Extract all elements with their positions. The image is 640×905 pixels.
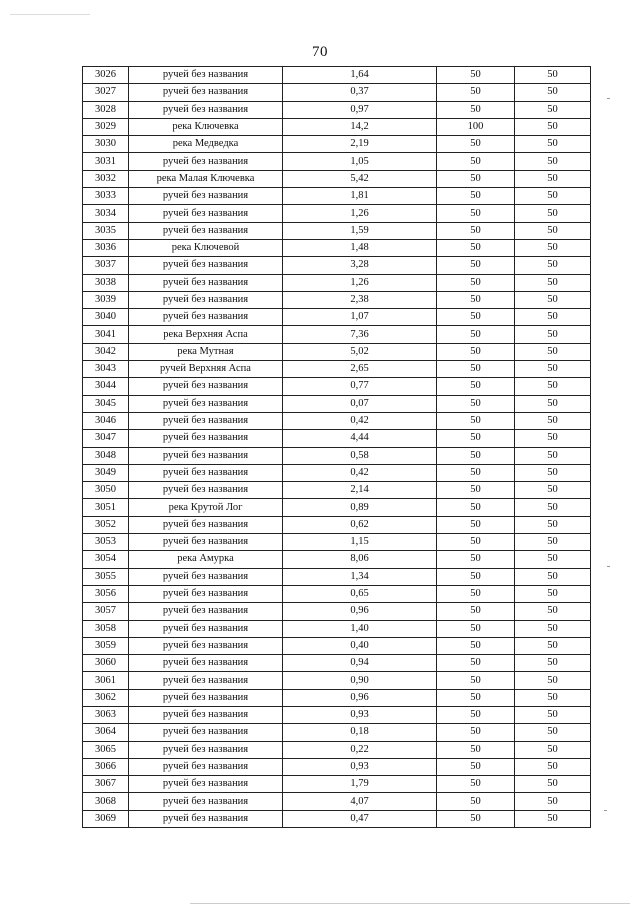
scan-mark (10, 14, 90, 15)
length-cell: 0,62 (283, 516, 437, 533)
row-number-cell: 3035 (83, 222, 129, 239)
strip-width-cell: 50 (515, 464, 591, 481)
row-number-cell: 3027 (83, 84, 129, 101)
zone-width-cell: 50 (437, 412, 515, 429)
row-number-cell: 3052 (83, 516, 129, 533)
zone-width-cell: 50 (437, 482, 515, 499)
table-row (83, 516, 591, 533)
water-body-name-cell: ручей без названия (129, 776, 283, 793)
row-number-cell: 3061 (83, 672, 129, 689)
row-number-cell: 3047 (83, 430, 129, 447)
table-row (83, 239, 591, 256)
zone-width-cell: 50 (437, 343, 515, 360)
zone-width-cell: 50 (437, 689, 515, 706)
strip-width-cell: 50 (515, 378, 591, 395)
strip-width-cell: 50 (515, 291, 591, 308)
table-row (83, 153, 591, 170)
length-cell: 0,77 (283, 378, 437, 395)
zone-width-cell: 50 (437, 395, 515, 412)
table-row (83, 136, 591, 153)
strip-width-cell: 50 (515, 758, 591, 775)
zone-width-cell: 50 (437, 447, 515, 464)
row-number-cell: 3066 (83, 758, 129, 775)
strip-width-cell: 50 (515, 309, 591, 326)
water-body-name-cell: ручей без названия (129, 188, 283, 205)
table-row (83, 534, 591, 551)
row-number-cell: 3029 (83, 118, 129, 135)
length-cell: 0,58 (283, 447, 437, 464)
length-cell: 0,90 (283, 672, 437, 689)
row-number-cell: 3043 (83, 361, 129, 378)
zone-width-cell: 50 (437, 758, 515, 775)
length-cell: 0,40 (283, 637, 437, 654)
zone-width-cell: 50 (437, 274, 515, 291)
length-cell: 1,34 (283, 568, 437, 585)
zone-width-cell: 50 (437, 361, 515, 378)
zone-width-cell: 50 (437, 188, 515, 205)
zone-width-cell: 50 (437, 793, 515, 810)
row-number-cell: 3042 (83, 343, 129, 360)
row-number-cell: 3065 (83, 741, 129, 758)
scan-mark (190, 903, 630, 904)
length-cell: 0,07 (283, 395, 437, 412)
water-body-name-cell: ручей без названия (129, 672, 283, 689)
water-body-name-cell: река Крутой Лог (129, 499, 283, 516)
table-row (83, 464, 591, 481)
length-cell: 0,93 (283, 758, 437, 775)
row-number-cell: 3046 (83, 412, 129, 429)
row-number-cell: 3039 (83, 291, 129, 308)
zone-width-cell: 50 (437, 637, 515, 654)
row-number-cell: 3058 (83, 620, 129, 637)
zone-width-cell: 50 (437, 776, 515, 793)
table-row (83, 309, 591, 326)
strip-width-cell: 50 (515, 412, 591, 429)
table-row (83, 412, 591, 429)
length-cell: 1,59 (283, 222, 437, 239)
water-body-name-cell: ручей без названия (129, 291, 283, 308)
length-cell: 0,22 (283, 741, 437, 758)
water-body-name-cell: ручей без названия (129, 101, 283, 118)
zone-width-cell: 50 (437, 620, 515, 637)
water-body-name-cell: ручей Верхняя Аспа (129, 361, 283, 378)
water-body-name-cell: река Ключевой (129, 239, 283, 256)
strip-width-cell: 50 (515, 482, 591, 499)
row-number-cell: 3048 (83, 447, 129, 464)
row-number-cell: 3069 (83, 810, 129, 827)
zone-width-cell: 50 (437, 516, 515, 533)
length-cell: 1,26 (283, 274, 437, 291)
water-body-name-cell: ручей без названия (129, 758, 283, 775)
water-body-name-cell: ручей без названия (129, 153, 283, 170)
water-body-name-cell: ручей без названия (129, 810, 283, 827)
table-row (83, 447, 591, 464)
strip-width-cell: 50 (515, 430, 591, 447)
table-row (83, 758, 591, 775)
length-cell: 1,26 (283, 205, 437, 222)
zone-width-cell: 50 (437, 153, 515, 170)
table-row (83, 378, 591, 395)
table-row (83, 170, 591, 187)
zone-width-cell: 50 (437, 84, 515, 101)
strip-width-cell: 50 (515, 447, 591, 464)
table-row (83, 776, 591, 793)
strip-width-cell: 50 (515, 810, 591, 827)
length-cell: 0,18 (283, 724, 437, 741)
row-number-cell: 3055 (83, 568, 129, 585)
water-body-name-cell: река Амурка (129, 551, 283, 568)
row-number-cell: 3045 (83, 395, 129, 412)
row-number-cell: 3028 (83, 101, 129, 118)
strip-width-cell: 50 (515, 620, 591, 637)
zone-width-cell: 50 (437, 499, 515, 516)
strip-width-cell: 50 (515, 118, 591, 135)
row-number-cell: 3044 (83, 378, 129, 395)
water-bodies-table (82, 66, 591, 828)
length-cell: 1,81 (283, 188, 437, 205)
length-cell: 8,06 (283, 551, 437, 568)
zone-width-cell: 50 (437, 706, 515, 723)
zone-width-cell: 50 (437, 205, 515, 222)
length-cell: 2,19 (283, 136, 437, 153)
table-row (83, 395, 591, 412)
page-number: 70 (312, 44, 328, 60)
length-cell: 1,05 (283, 153, 437, 170)
length-cell: 1,64 (283, 67, 437, 84)
length-cell: 2,65 (283, 361, 437, 378)
length-cell: 1,79 (283, 776, 437, 793)
table-row (83, 326, 591, 343)
length-cell: 5,42 (283, 170, 437, 187)
water-body-name-cell: ручей без названия (129, 741, 283, 758)
row-number-cell: 3038 (83, 274, 129, 291)
table-row (83, 430, 591, 447)
row-number-cell: 3064 (83, 724, 129, 741)
scan-mark (607, 98, 610, 99)
table-row (83, 499, 591, 516)
row-number-cell: 3060 (83, 655, 129, 672)
row-number-cell: 3067 (83, 776, 129, 793)
strip-width-cell: 50 (515, 689, 591, 706)
water-body-name-cell: ручей без названия (129, 274, 283, 291)
table-row (83, 637, 591, 654)
table-row (83, 274, 591, 291)
scan-mark (604, 810, 607, 811)
zone-width-cell: 50 (437, 603, 515, 620)
water-body-name-cell: река Верхняя Аспа (129, 326, 283, 343)
row-number-cell: 3051 (83, 499, 129, 516)
zone-width-cell: 50 (437, 239, 515, 256)
length-cell: 2,14 (283, 482, 437, 499)
strip-width-cell: 50 (515, 585, 591, 602)
row-number-cell: 3049 (83, 464, 129, 481)
water-body-name-cell: ручей без названия (129, 793, 283, 810)
zone-width-cell: 50 (437, 464, 515, 481)
water-body-name-cell: ручей без названия (129, 309, 283, 326)
table-row (83, 118, 591, 135)
strip-width-cell: 50 (515, 395, 591, 412)
water-body-name-cell: ручей без названия (129, 395, 283, 412)
length-cell: 0,96 (283, 603, 437, 620)
strip-width-cell: 50 (515, 326, 591, 343)
strip-width-cell: 50 (515, 793, 591, 810)
table-row (83, 67, 591, 84)
row-number-cell: 3034 (83, 205, 129, 222)
table-row (83, 689, 591, 706)
water-body-name-cell: ручей без названия (129, 637, 283, 654)
length-cell: 1,40 (283, 620, 437, 637)
table-row (83, 101, 591, 118)
zone-width-cell: 50 (437, 136, 515, 153)
water-body-name-cell: ручей без названия (129, 257, 283, 274)
water-body-name-cell: ручей без названия (129, 534, 283, 551)
length-cell: 0,37 (283, 84, 437, 101)
zone-width-cell: 50 (437, 551, 515, 568)
table-row (83, 620, 591, 637)
strip-width-cell: 50 (515, 551, 591, 568)
strip-width-cell: 50 (515, 776, 591, 793)
zone-width-cell: 50 (437, 378, 515, 395)
length-cell: 0,94 (283, 655, 437, 672)
water-body-name-cell: ручей без названия (129, 689, 283, 706)
row-number-cell: 3062 (83, 689, 129, 706)
table-row (83, 603, 591, 620)
zone-width-cell: 100 (437, 118, 515, 135)
water-body-name-cell: ручей без названия (129, 516, 283, 533)
length-cell: 0,42 (283, 412, 437, 429)
zone-width-cell: 50 (437, 291, 515, 308)
strip-width-cell: 50 (515, 188, 591, 205)
water-body-name-cell: ручей без названия (129, 430, 283, 447)
strip-width-cell: 50 (515, 239, 591, 256)
zone-width-cell: 50 (437, 101, 515, 118)
table-body (83, 67, 591, 828)
length-cell: 1,48 (283, 239, 437, 256)
water-body-name-cell: ручей без названия (129, 482, 283, 499)
table-row (83, 343, 591, 360)
strip-width-cell: 50 (515, 637, 591, 654)
zone-width-cell: 50 (437, 810, 515, 827)
length-cell: 4,44 (283, 430, 437, 447)
water-body-name-cell: ручей без названия (129, 620, 283, 637)
table-row (83, 672, 591, 689)
table-row (83, 84, 591, 101)
table-row (83, 551, 591, 568)
water-body-name-cell: ручей без названия (129, 655, 283, 672)
row-number-cell: 3041 (83, 326, 129, 343)
length-cell: 0,89 (283, 499, 437, 516)
length-cell: 2,38 (283, 291, 437, 308)
row-number-cell: 3050 (83, 482, 129, 499)
strip-width-cell: 50 (515, 655, 591, 672)
length-cell: 7,36 (283, 326, 437, 343)
water-body-name-cell: ручей без названия (129, 706, 283, 723)
row-number-cell: 3053 (83, 534, 129, 551)
strip-width-cell: 50 (515, 170, 591, 187)
table-row (83, 205, 591, 222)
table-row (83, 724, 591, 741)
strip-width-cell: 50 (515, 741, 591, 758)
table-row (83, 482, 591, 499)
water-body-name-cell: река Ключевка (129, 118, 283, 135)
length-cell: 1,07 (283, 309, 437, 326)
scan-mark (607, 566, 610, 567)
strip-width-cell: 50 (515, 257, 591, 274)
strip-width-cell: 50 (515, 534, 591, 551)
water-body-name-cell: ручей без названия (129, 724, 283, 741)
strip-width-cell: 50 (515, 343, 591, 360)
row-number-cell: 3068 (83, 793, 129, 810)
row-number-cell: 3040 (83, 309, 129, 326)
water-body-name-cell: ручей без названия (129, 585, 283, 602)
zone-width-cell: 50 (437, 724, 515, 741)
table-row (83, 361, 591, 378)
length-cell: 0,93 (283, 706, 437, 723)
table-row (83, 222, 591, 239)
row-number-cell: 3056 (83, 585, 129, 602)
length-cell: 4,07 (283, 793, 437, 810)
strip-width-cell: 50 (515, 568, 591, 585)
zone-width-cell: 50 (437, 326, 515, 343)
zone-width-cell: 50 (437, 67, 515, 84)
zone-width-cell: 50 (437, 568, 515, 585)
table-row (83, 810, 591, 827)
zone-width-cell: 50 (437, 257, 515, 274)
length-cell: 0,47 (283, 810, 437, 827)
row-number-cell: 3030 (83, 136, 129, 153)
strip-width-cell: 50 (515, 205, 591, 222)
strip-width-cell: 50 (515, 516, 591, 533)
strip-width-cell: 50 (515, 706, 591, 723)
table-row (83, 706, 591, 723)
strip-width-cell: 50 (515, 136, 591, 153)
length-cell: 0,65 (283, 585, 437, 602)
strip-width-cell: 50 (515, 101, 591, 118)
zone-width-cell: 50 (437, 655, 515, 672)
water-body-name-cell: ручей без названия (129, 603, 283, 620)
row-number-cell: 3032 (83, 170, 129, 187)
table-row (83, 585, 591, 602)
strip-width-cell: 50 (515, 67, 591, 84)
table-row (83, 568, 591, 585)
water-body-name-cell: ручей без названия (129, 412, 283, 429)
water-body-name-cell: ручей без названия (129, 464, 283, 481)
row-number-cell: 3026 (83, 67, 129, 84)
water-body-name-cell: ручей без названия (129, 205, 283, 222)
water-body-name-cell: ручей без названия (129, 67, 283, 84)
water-body-name-cell: ручей без названия (129, 568, 283, 585)
row-number-cell: 3054 (83, 551, 129, 568)
row-number-cell: 3036 (83, 239, 129, 256)
table-row (83, 655, 591, 672)
water-body-name-cell: река Малая Ключевка (129, 170, 283, 187)
zone-width-cell: 50 (437, 534, 515, 551)
zone-width-cell: 50 (437, 170, 515, 187)
strip-width-cell: 50 (515, 361, 591, 378)
zone-width-cell: 50 (437, 222, 515, 239)
length-cell: 3,28 (283, 257, 437, 274)
zone-width-cell: 50 (437, 585, 515, 602)
zone-width-cell: 50 (437, 309, 515, 326)
water-body-name-cell: река Мутная (129, 343, 283, 360)
row-number-cell: 3037 (83, 257, 129, 274)
length-cell: 0,96 (283, 689, 437, 706)
strip-width-cell: 50 (515, 274, 591, 291)
table-row (83, 793, 591, 810)
zone-width-cell: 50 (437, 672, 515, 689)
table-row (83, 188, 591, 205)
length-cell: 0,42 (283, 464, 437, 481)
water-body-name-cell: ручей без названия (129, 378, 283, 395)
row-number-cell: 3063 (83, 706, 129, 723)
table-row (83, 741, 591, 758)
strip-width-cell: 50 (515, 222, 591, 239)
water-body-name-cell: река Медведка (129, 136, 283, 153)
row-number-cell: 3031 (83, 153, 129, 170)
length-cell: 14,2 (283, 118, 437, 135)
zone-width-cell: 50 (437, 430, 515, 447)
water-body-name-cell: ручей без названия (129, 447, 283, 464)
table-row (83, 257, 591, 274)
zone-width-cell: 50 (437, 741, 515, 758)
strip-width-cell: 50 (515, 724, 591, 741)
length-cell: 1,15 (283, 534, 437, 551)
water-body-name-cell: ручей без названия (129, 84, 283, 101)
strip-width-cell: 50 (515, 153, 591, 170)
table-row (83, 291, 591, 308)
strip-width-cell: 50 (515, 672, 591, 689)
strip-width-cell: 50 (515, 499, 591, 516)
length-cell: 5,02 (283, 343, 437, 360)
length-cell: 0,97 (283, 101, 437, 118)
strip-width-cell: 50 (515, 603, 591, 620)
row-number-cell: 3033 (83, 188, 129, 205)
water-body-name-cell: ручей без названия (129, 222, 283, 239)
row-number-cell: 3057 (83, 603, 129, 620)
strip-width-cell: 50 (515, 84, 591, 101)
row-number-cell: 3059 (83, 637, 129, 654)
